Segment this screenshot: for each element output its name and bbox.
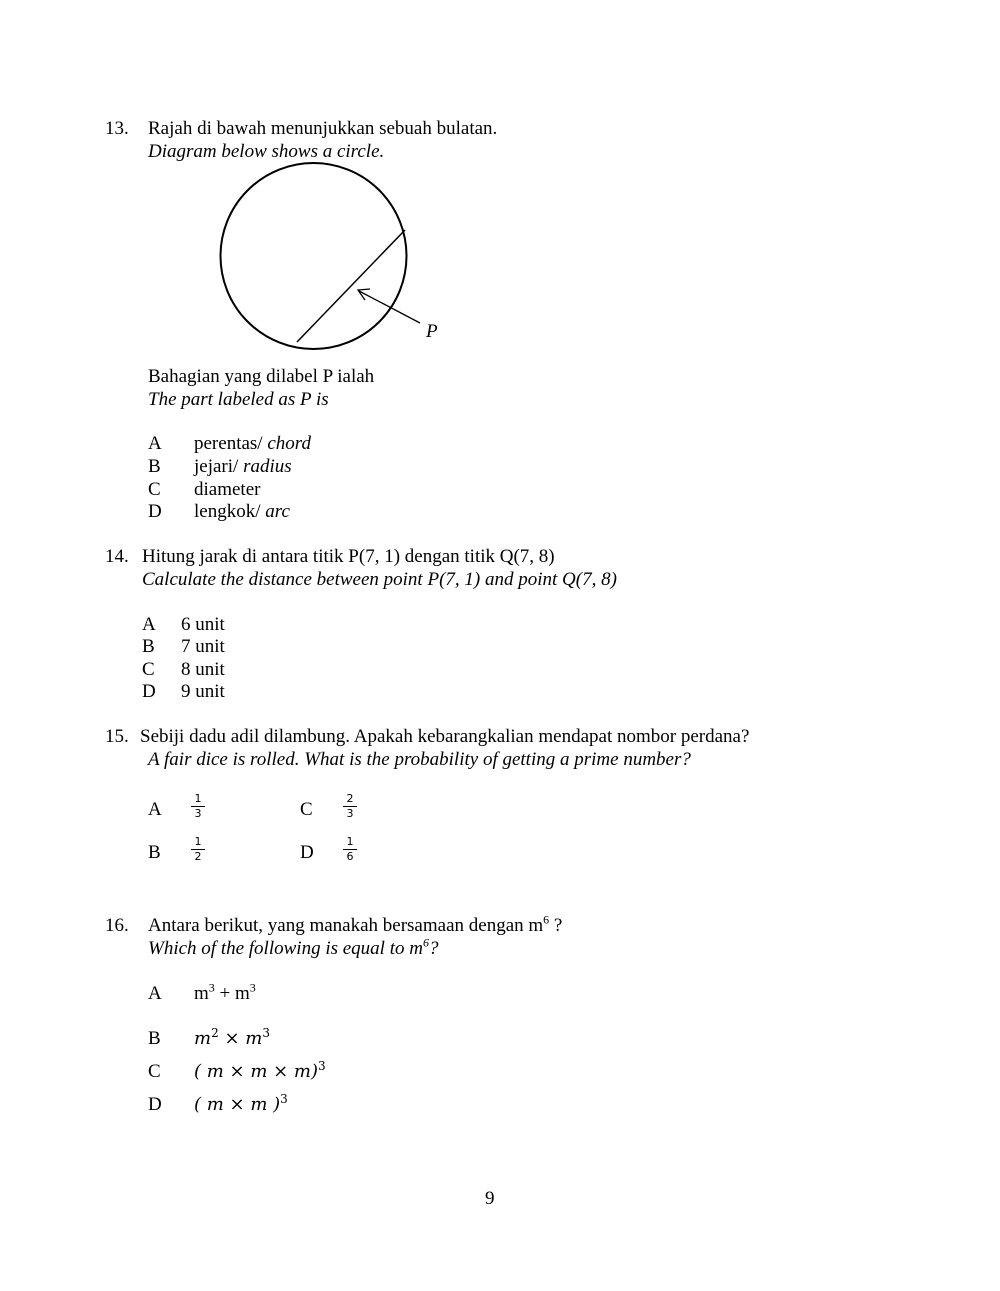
- prompt-english: The part labeled as P is: [148, 389, 329, 410]
- option-letter: A: [148, 433, 162, 454]
- fraction-denominator: 6: [346, 850, 354, 863]
- option-text-malay: jejari/: [194, 456, 244, 477]
- question-number: 13.: [105, 118, 129, 139]
- option-letter: C: [300, 799, 313, 820]
- fraction-numerator: 2: [346, 792, 354, 805]
- option-letter: B: [148, 1028, 161, 1049]
- question-number: 16.: [105, 915, 129, 936]
- option-letter: C: [148, 1061, 161, 1082]
- option-text: 8 unit: [181, 659, 225, 680]
- page-number: 9: [485, 1188, 495, 1209]
- option-text-malay: lengkok/: [194, 501, 266, 522]
- fraction: [343, 836, 357, 863]
- fraction-denominator: 3: [194, 807, 202, 820]
- option-expression: ( m × m )$^3$: [194, 1092, 288, 1115]
- option-letter: B: [142, 636, 155, 657]
- option-expression: $m^3 + m^3$: [194, 980, 256, 1004]
- fraction-numerator: 1: [194, 792, 202, 805]
- question-text-malay: Antara berikut, yang manakah bersamaan dengan $m^6$ ?: [148, 912, 563, 936]
- exponent: 6: [422, 935, 429, 950]
- question-number: 15.: [105, 726, 129, 747]
- fraction-numerator: 1: [346, 835, 354, 848]
- question-text-malay: Sebiji dadu adil dilambung. Apakah kebarangkalian mendapat nombor perdana?: [140, 726, 750, 747]
- fraction: [191, 793, 205, 820]
- fraction: [343, 793, 357, 820]
- option-text-english: radius: [243, 456, 292, 477]
- fraction-denominator: 3: [346, 807, 354, 820]
- option-letter: C: [148, 479, 161, 500]
- pointer-arrow-head: [358, 289, 370, 300]
- chord-line: [297, 230, 405, 342]
- option-letter: A: [142, 614, 156, 635]
- option-text: 7 unit: [181, 636, 225, 657]
- question-number: 14.: [105, 546, 129, 567]
- question-text-english: Calculate the distance between point P(7, 1) and point Q(7, 8): [142, 569, 617, 590]
- fraction-numerator: 1: [194, 835, 202, 848]
- fraction-denominator: 2: [194, 850, 202, 863]
- prompt-malay: Bahagian yang dilabel P ialah: [148, 366, 375, 387]
- option-letter: B: [148, 842, 161, 863]
- option-letter: C: [142, 659, 155, 680]
- option-text: 9 unit: [181, 681, 225, 702]
- exponent: 6: [543, 912, 550, 927]
- question-text-english: Diagram below shows a circle.: [148, 141, 385, 162]
- question-text-english: A fair dice is rolled. What is the probability of getting a prime number?: [148, 749, 691, 770]
- option-letter: D: [142, 681, 156, 702]
- diagram-label-p: P: [426, 321, 438, 342]
- circle-diagram: [210, 160, 460, 360]
- fraction: [191, 836, 205, 863]
- question-text-english: Which of the following is equal to $m^6$?: [148, 935, 439, 959]
- option-expression: $m^2 \times m^3$: [194, 1026, 270, 1049]
- option-text: diameter: [194, 479, 261, 500]
- question-text-malay: Hitung jarak di antara titik P(7, 1) dengan titik Q(7, 8): [142, 546, 555, 567]
- question-text-malay: Rajah di bawah menunjukkan sebuah bulatan.: [148, 118, 498, 139]
- option-letter: D: [148, 501, 162, 522]
- option-letter: D: [300, 842, 314, 863]
- option-text-malay: perentas/: [194, 433, 268, 454]
- option-text-english: chord: [267, 433, 311, 454]
- option-text-english: arc: [265, 501, 290, 522]
- option-expression: ( m × m × m)$^3$: [194, 1059, 326, 1082]
- option-letter: D: [148, 1094, 162, 1115]
- pointer-arrow-shaft: [359, 291, 420, 323]
- option-text: 6 unit: [181, 614, 225, 635]
- option-letter: B: [148, 456, 161, 477]
- circle-outline: [221, 163, 407, 349]
- option-letter: A: [148, 983, 162, 1004]
- option-letter: A: [148, 799, 162, 820]
